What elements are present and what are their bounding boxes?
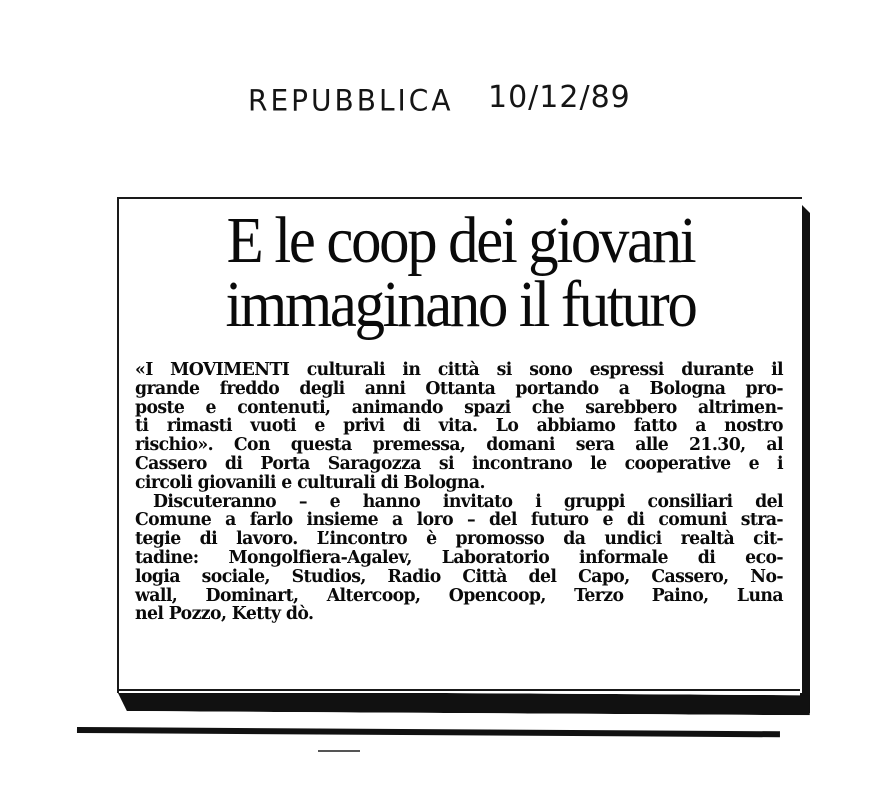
text-line: circoli giovanili e culturali di Bologna.: [135, 472, 485, 493]
small-dash-mark: [318, 750, 360, 752]
paragraph-2: [135, 493, 783, 625]
paragraph-1: [135, 361, 783, 493]
text-line: nel Pozzo, Ketty dò.: [135, 604, 314, 625]
text-line: Comune a farlo insieme a loro – del futuro e di comuni stra-: [135, 510, 783, 531]
handwritten-date: 10/12/89: [488, 80, 631, 115]
text-line: poste e contenuti, animando spazi che sarebbero altrimen-: [135, 397, 783, 418]
handwritten-source: REPUBBLICA: [248, 83, 454, 118]
text-line: tegie di lavoro. L’incontro è promosso da undici realtà cit-: [135, 529, 783, 550]
text-line: grande freddo degli anni Ottanta portando a Bologna pro-: [135, 378, 783, 399]
text-line: wall, Dominart, Altercoop, Opencoop, Terzo Paino, Luna: [135, 585, 783, 606]
text-line: «I MOVIMENTI culturali in città si sono espressi durante il: [135, 360, 783, 380]
headline: [146, 204, 774, 341]
text-line: logia sociale, Studios, Radio Città del Capo, Cassero, No-: [135, 566, 783, 587]
headline-line-1: E le coop dei giovani: [226, 204, 695, 277]
horizontal-rule: [77, 727, 780, 737]
text-line: Cassero di Porta Saragozza si incontrano le cooperative e i: [135, 453, 783, 474]
handwritten-annotation: [248, 78, 631, 128]
text-line: ti rimasti vuoti e privi di vita. Lo abbiamo fatto a nostro: [135, 416, 783, 437]
headline-line-2: immaginano il futuro: [225, 268, 696, 341]
clipping-bottom-border: [117, 689, 800, 691]
text-line: Discuteranno – e hanno invitato i gruppi consiliari del: [153, 491, 783, 512]
text-line: rischio». Con questa premessa, domani sera alle 21.30, al: [135, 435, 783, 456]
text-line: tadine: Mongolfiera-Agalev, Laboratorio informale di eco-: [135, 547, 783, 568]
newspaper-clipping: [117, 197, 802, 693]
article-body: [135, 361, 783, 624]
clipping-shadow-bottom: [117, 691, 810, 715]
